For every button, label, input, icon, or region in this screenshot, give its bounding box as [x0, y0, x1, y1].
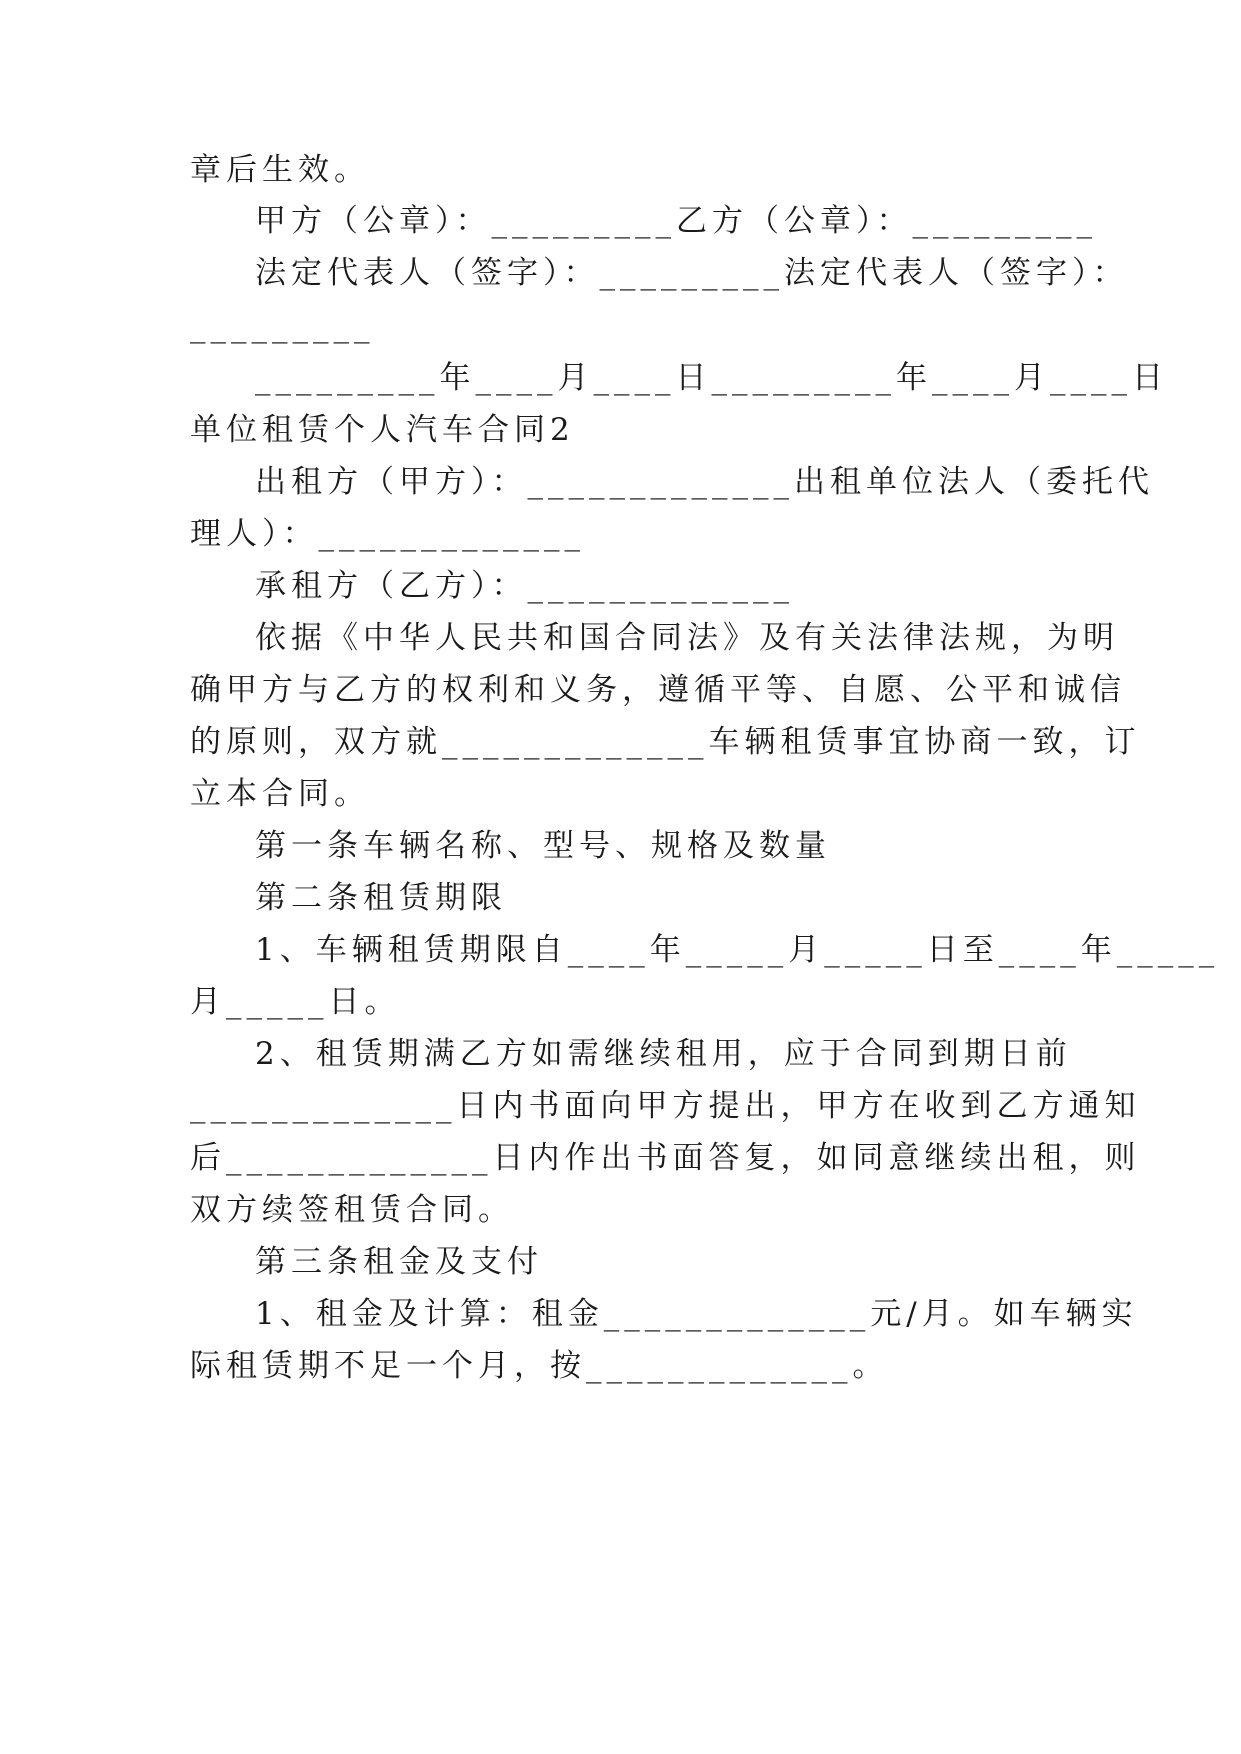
clause-line: 2、租赁期满乙方如需继续租用，应于合同到期日前: [255, 1036, 1072, 1072]
article-heading: 第二条租赁期限: [255, 880, 507, 916]
clause-line: 月_____日。: [190, 984, 401, 1020]
clause-line: 双方续签租赁合同。: [190, 1192, 514, 1228]
signature-line-seal: 甲方（公章）：_________乙方（公章）：_________: [255, 203, 1097, 239]
lessee-line: 承租方（乙方）：_____________: [255, 568, 794, 604]
signature-blank: _________: [190, 308, 375, 344]
lessor-agent-line: 理人）：_____________: [190, 516, 585, 552]
preamble-line: 立本合同。: [190, 776, 370, 812]
article-heading: 第一条车辆名称、型号、规格及数量: [255, 828, 831, 864]
date-line: _________年____月____日_________年____月____日: [255, 360, 1168, 396]
preamble-line: 依据《中华人民共和国合同法》及有关法律法规，为明: [255, 620, 1119, 656]
signature-line-representative: 法定代表人（签字）：_________法定代表人（签字）：: [255, 255, 1129, 291]
clause-line: 际租赁期不足一个月，按_____________。: [190, 1348, 889, 1384]
clause-line: 1、租金及计算：租金_____________元/月。如车辆实: [255, 1296, 1138, 1332]
lessor-line: 出租方（甲方）：_____________出租单位法人（委托代: [255, 464, 1154, 500]
preamble-line: 的原则，双方就_____________车辆租赁事宜协商一致，订: [190, 724, 1141, 760]
contract-title: 单位租赁个人汽车合同2: [190, 412, 575, 448]
clause-line: _____________日内书面向甲方提出，甲方在收到乙方通知: [190, 1088, 1141, 1124]
article-heading: 第三条租金及支付: [255, 1244, 543, 1280]
preamble-line: 确甲方与乙方的权利和义务，遵循平等、自愿、公平和诚信: [190, 672, 1126, 708]
clause-line: 后_____________日内作出书面答复，如同意继续出租，则: [190, 1140, 1141, 1176]
paragraph-line: 章后生效。: [190, 152, 370, 188]
clause-line: 1、车辆租赁期限自____年_____月_____日至____年_____: [255, 932, 1220, 968]
